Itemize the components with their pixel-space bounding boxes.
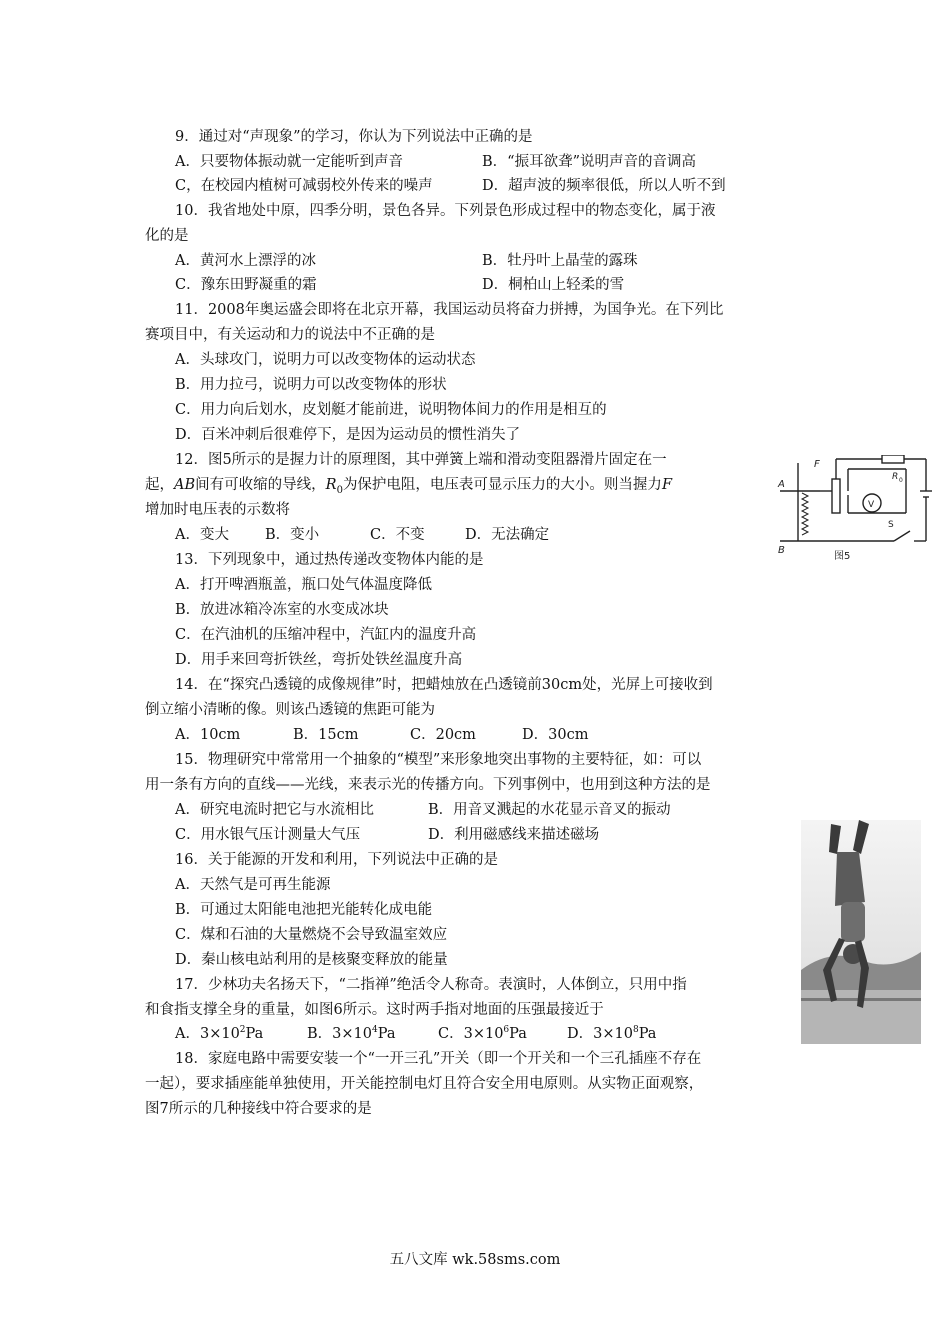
q15-option-a: A．研究电流时把它与水流相比	[175, 802, 374, 818]
fig5-label-f: F	[814, 459, 820, 470]
q17-option-b: B．$3\times 10^4Pa$	[307, 1025, 396, 1042]
q12-stem-cont2: 增加时电压表的示数将	[145, 502, 290, 518]
q13-option-a: A．打开啤酒瓶盖，瓶口处气体温度降低	[175, 577, 432, 593]
q17-option-c: C．$3\times 10^6Pa$	[438, 1025, 527, 1042]
q10-option-b: B．牡丹叶上晶莹的露珠	[482, 253, 638, 269]
q10-option-d: D．桐柏山上轻柔的雪	[482, 277, 625, 293]
q17-stem: 17．少林功夫名扬天下，“二指禅”绝活令人称奇。表演时，人体倒立，只用中指	[175, 977, 687, 993]
q14-option-c: C．20cm	[410, 727, 476, 743]
q15-option-d: D．利用磁感线来描述磁场	[428, 827, 600, 843]
q17-option-d: D．$3\times 10^8Pa$	[567, 1025, 657, 1042]
q12-stem-cont: 起，AB间有可收缩的导线，$R_0$为保护电阻，电压表可显示压力的大小。则当握力F	[145, 477, 672, 496]
fig5-label-a: A	[778, 479, 785, 490]
q12-option-d: D．无法确定	[465, 527, 550, 543]
q15-option-b: B．用音叉溅起的水花显示音叉的振动	[428, 802, 671, 818]
q12-option-c: C．不变	[370, 527, 425, 543]
q12-stem: 12．图5所示的是握力计的原理图，其中弹簧上端和滑动变阻器滑片固定在一	[175, 452, 667, 468]
fig5-label-v: V	[868, 500, 875, 510]
q11-option-b: B．用力拉弓，说明力可以改变物体的形状	[175, 377, 447, 393]
q9-option-a: A．只要物体振动就一定能听到声音	[175, 154, 403, 170]
q9-option-d: D．超声波的频率很低，所以人听不到	[482, 178, 726, 194]
q15-stem: 15．物理研究中常常用一个抽象的“模型”来形象地突出事物的主要特征，如：可以	[175, 752, 702, 768]
fig5-label-r0: R	[892, 472, 899, 482]
q9-stem: 9．通过对“声现象”的学习，你认为下列说法中正确的是	[175, 129, 533, 145]
fig5-caption: 图5	[834, 551, 851, 562]
q10-stem: 10．我省地处中原，四季分明，景色各异。下列景色形成过程中的物态变化，属于液	[175, 203, 716, 219]
q10-option-a: A．黄河水上漂浮的冰	[175, 253, 316, 269]
fig5-label-r0-sub: 0	[899, 477, 903, 484]
q18-stem: 18．家庭电路中需要安装一个“一开三孔”开关（即一个开关和一个三孔插座不存在	[175, 1051, 702, 1067]
q14-option-b: B．15cm	[293, 727, 359, 743]
q17-option-a: A．$3\times 10^2Pa$	[175, 1025, 264, 1042]
q9-option-b: B．“振耳欲聋”说明声音的音调高	[482, 154, 696, 170]
figure-5-grip-meter-circuit	[776, 455, 936, 565]
q16-stem: 16．关于能源的开发和利用，下列说法中正确的是	[175, 852, 498, 868]
q13-option-d: D．用手来回弯折铁丝，弯折处铁丝温度升高	[175, 652, 463, 668]
figure-6-handstand-photo	[801, 820, 921, 1044]
q11-stem-cont: 赛项目中，有关运动和力的说法中不正确的是	[145, 327, 435, 343]
q12-option-b: B．变小	[265, 527, 320, 543]
q13-option-b: B．放进冰箱冷冻室的水变成冰块	[175, 602, 389, 618]
q9-option-c: C，在校园内植树可减弱校外传来的噪声	[175, 178, 433, 194]
q17-stem-cont: 和食指支撑全身的重量，如图6所示。这时两手指对地面的压强最接近于	[145, 1002, 604, 1018]
page-footer: 五八文库 wk.58sms.com	[389, 1252, 561, 1268]
q16-option-c: C．煤和石油的大量燃烧不会导致温室效应	[175, 927, 448, 943]
q14-option-a: A．10cm	[175, 727, 241, 743]
q14-stem: 14．在“探究凸透镜的成像规律”时，把蜡烛放在凸透镜前30cm处，光屏上可接收到	[175, 677, 713, 693]
q11-option-c: C．用力向后划水，皮划艇才能前进，说明物体间力的作用是相互的	[175, 402, 607, 418]
q14-stem-cont: 倒立缩小清晰的像。则该凸透镜的焦距可能为	[145, 702, 435, 718]
q11-stem: 11．2008年奥运盛会即将在北京开幕，我国运动员将奋力拼搏，为国争光。在下列比	[175, 302, 724, 318]
q15-stem-cont: 用一条有方向的直线——光线，来表示光的传播方向。下列事例中，也用到这种方法的是	[145, 777, 711, 793]
q16-option-a: A．天然气是可再生能源	[175, 877, 331, 893]
q12-option-a: A．变大	[175, 527, 229, 543]
q11-option-d: D．百米冲刺后很难停下，是因为运动员的惯性消失了	[175, 427, 521, 443]
q13-option-c: C．在汽油机的压缩冲程中，汽缸内的温度升高	[175, 627, 477, 643]
q16-option-b: B．可通过太阳能电池把光能转化成电能	[175, 902, 433, 918]
q18-stem-cont2: 图7所示的几种接线中符合要求的是	[145, 1101, 372, 1117]
q15-option-c: C．用水银气压计测量大气压	[175, 827, 361, 843]
q11-option-a: A．头球攻门，说明力可以改变物体的运动状态	[175, 352, 476, 368]
q18-stem-cont: 一起），要求插座能单独使用，开关能控制电灯且符合安全用电原则。从实物正面观察，	[145, 1076, 704, 1092]
q13-stem: 13．下列现象中，通过热传递改变物体内能的是	[175, 552, 484, 568]
fig5-label-b: B	[778, 545, 785, 556]
q16-option-d: D．秦山核电站利用的是核聚变释放的能量	[175, 952, 448, 968]
fig5-label-s: S	[888, 520, 894, 530]
q10-stem-cont: 化的是	[145, 228, 189, 244]
q14-option-d: D．30cm	[522, 727, 589, 743]
q10-option-c: C．豫东田野凝重的霜	[175, 277, 317, 293]
